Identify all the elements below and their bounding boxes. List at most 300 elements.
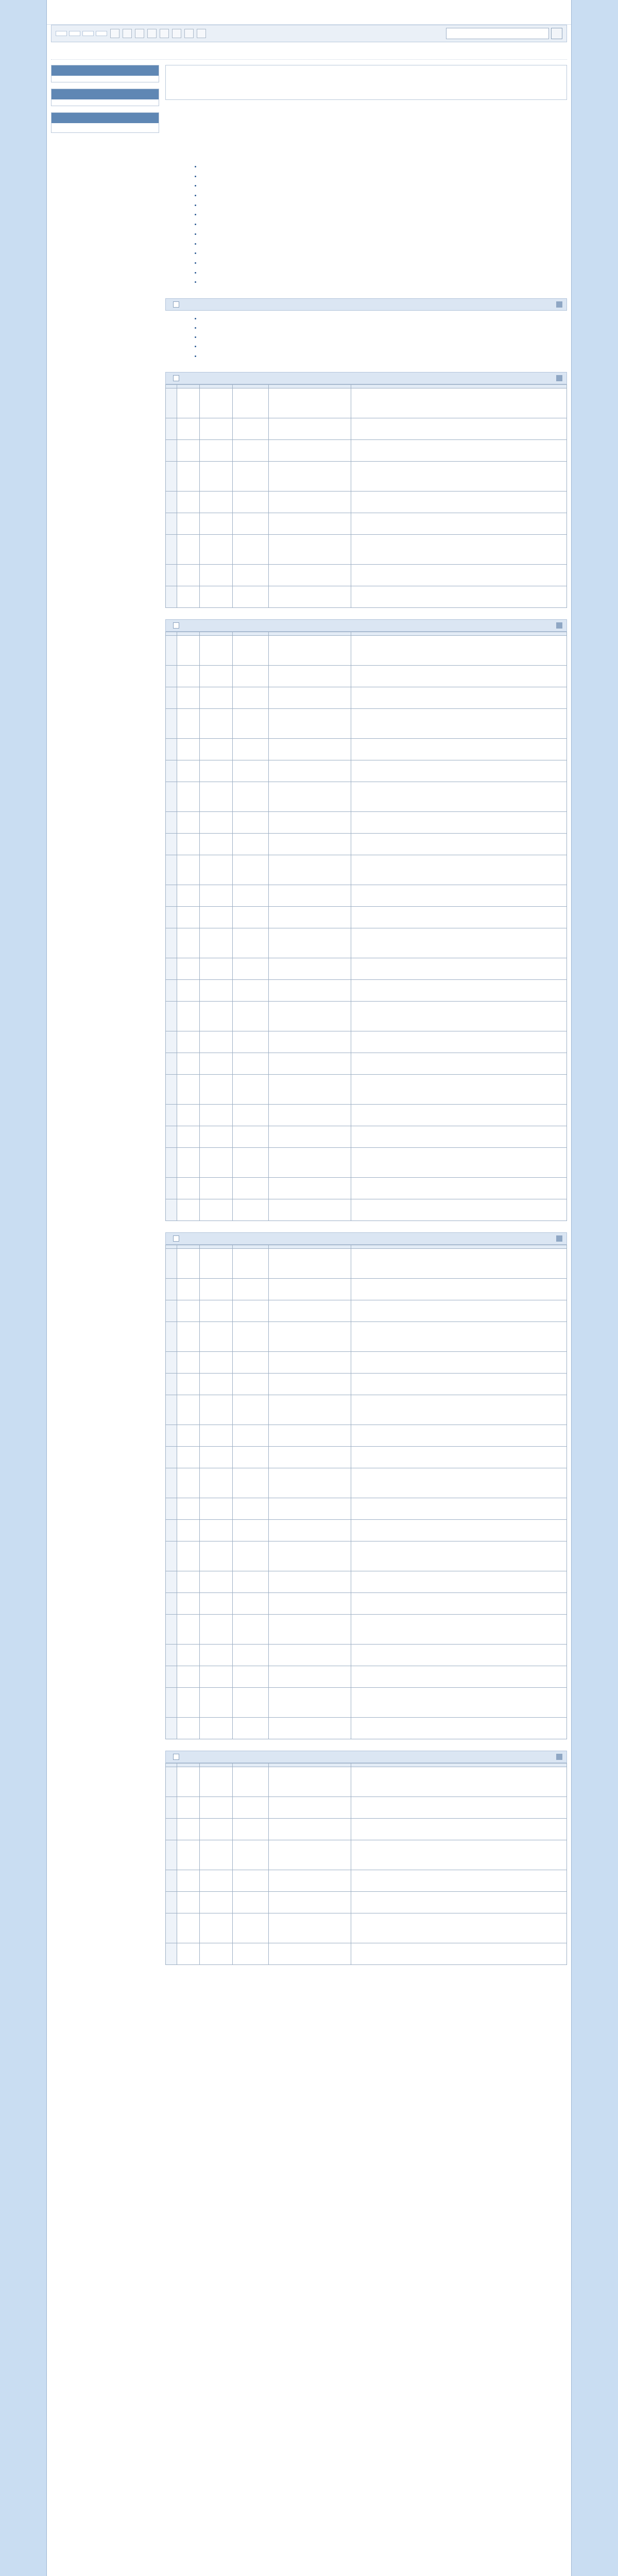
table-row — [166, 708, 567, 738]
table-cell — [200, 1767, 233, 1797]
table-row — [166, 1571, 567, 1592]
table-cell — [233, 461, 269, 491]
row-edit-cell[interactable] — [166, 1468, 177, 1498]
table-cell — [269, 1519, 351, 1541]
table-header-row — [166, 1245, 567, 1248]
collapse-toggle-icon[interactable] — [556, 622, 562, 629]
keyword-table — [165, 384, 567, 608]
table-cell — [269, 979, 351, 1001]
table-cell — [269, 811, 351, 833]
table-cell — [200, 1797, 233, 1818]
sidebar-block-title — [52, 89, 159, 99]
column-header — [269, 384, 351, 388]
row-edit-cell[interactable] — [166, 1571, 177, 1592]
table-header-row — [166, 384, 567, 388]
table-cell — [177, 1717, 200, 1739]
table-row — [166, 760, 567, 782]
row-edit-cell[interactable] — [166, 1425, 177, 1446]
table-cell — [200, 738, 233, 760]
section-edit-icon[interactable] — [173, 301, 179, 308]
toc-item[interactable] — [201, 181, 567, 191]
table-cell — [200, 885, 233, 906]
row-edit-cell[interactable] — [166, 388, 177, 418]
table-cell — [269, 1498, 351, 1519]
table-cell — [351, 1840, 567, 1870]
row-edit-cell[interactable] — [166, 1818, 177, 1840]
table-row — [166, 1351, 567, 1373]
toolbar-history-icon[interactable] — [123, 29, 132, 38]
toolbar-new-icon[interactable] — [160, 29, 169, 38]
menu-button-4[interactable] — [96, 31, 107, 36]
table-cell — [269, 1767, 351, 1797]
row-edit-cell[interactable] — [166, 586, 177, 607]
table-cell — [200, 1300, 233, 1321]
table-row — [166, 1913, 567, 1943]
table-cell — [351, 1571, 567, 1592]
table-cell — [269, 1278, 351, 1300]
table-cell — [233, 1541, 269, 1571]
table-cell — [233, 1177, 269, 1199]
table-cell — [351, 564, 567, 586]
table-row — [166, 665, 567, 687]
toc-item[interactable] — [201, 200, 567, 210]
row-edit-cell[interactable] — [166, 1053, 177, 1074]
toolbar-diff-icon[interactable] — [135, 29, 144, 38]
table-cell — [351, 1592, 567, 1614]
table-cell — [177, 1592, 200, 1614]
table-cell — [177, 1126, 200, 1147]
table-cell — [177, 1147, 200, 1177]
table-row — [166, 1199, 567, 1221]
table-cell — [351, 1644, 567, 1666]
row-edit-cell[interactable] — [166, 1943, 177, 1964]
row-edit-cell[interactable] — [166, 1541, 177, 1571]
toolbar-list-icon[interactable] — [172, 29, 181, 38]
table-cell — [233, 1468, 269, 1498]
table-row — [166, 1797, 567, 1818]
row-edit-cell[interactable] — [166, 564, 177, 586]
table-cell — [351, 586, 567, 607]
table-cell — [233, 1870, 269, 1891]
table-cell — [269, 687, 351, 708]
row-edit-cell[interactable] — [166, 635, 177, 665]
row-edit-cell[interactable] — [166, 1321, 177, 1351]
table-cell — [177, 1425, 200, 1446]
collapse-toggle-icon[interactable] — [556, 1235, 562, 1242]
table-cell — [233, 906, 269, 928]
menu-button-3[interactable] — [82, 31, 94, 36]
table-row — [166, 564, 567, 586]
table-row — [166, 1666, 567, 1687]
row-edit-cell[interactable] — [166, 687, 177, 708]
table-row — [166, 885, 567, 906]
table-cell — [177, 1541, 200, 1571]
table-cell — [269, 738, 351, 760]
row-edit-cell[interactable] — [166, 1147, 177, 1177]
row-edit-cell[interactable] — [166, 461, 177, 491]
table-cell — [200, 760, 233, 782]
table-row — [166, 1177, 567, 1199]
table-of-contents — [181, 162, 567, 287]
row-edit-cell[interactable] — [166, 885, 177, 906]
table-cell — [269, 1818, 351, 1840]
table-cell — [233, 885, 269, 906]
table-row — [166, 388, 567, 418]
row-edit-cell[interactable] — [166, 1031, 177, 1053]
row-edit-cell[interactable] — [166, 439, 177, 461]
year-link[interactable] — [201, 323, 567, 332]
table-cell — [351, 1074, 567, 1104]
breadcrumb-bar — [51, 45, 567, 60]
column-header — [166, 1763, 177, 1767]
toolbar-attach-icon[interactable] — [147, 29, 157, 38]
table-cell — [233, 513, 269, 534]
table-cell — [269, 1644, 351, 1666]
table-cell — [200, 1177, 233, 1199]
table-cell — [233, 439, 269, 461]
toc-item[interactable] — [201, 172, 567, 181]
sidebar-block-menu — [51, 65, 159, 82]
row-edit-cell[interactable] — [166, 1001, 177, 1031]
table-row — [166, 1074, 567, 1104]
table-cell — [177, 586, 200, 607]
table-cell — [351, 1870, 567, 1891]
table-cell — [233, 1644, 269, 1666]
table-cell — [200, 1687, 233, 1717]
table-cell — [233, 1001, 269, 1031]
toc-item[interactable] — [201, 229, 567, 239]
row-edit-cell[interactable] — [166, 1666, 177, 1687]
year-link[interactable] — [201, 351, 567, 361]
page-title — [173, 72, 559, 84]
table-cell — [351, 708, 567, 738]
table-cell — [200, 1717, 233, 1739]
row-edit-cell[interactable] — [166, 665, 177, 687]
section-edit-icon[interactable] — [173, 1754, 179, 1760]
table-cell — [177, 1373, 200, 1395]
row-edit-cell[interactable] — [166, 1870, 177, 1891]
row-edit-cell[interactable] — [166, 1592, 177, 1614]
table-cell — [351, 1425, 567, 1446]
table-cell — [200, 979, 233, 1001]
table-cell — [200, 1199, 233, 1221]
row-edit-cell[interactable] — [166, 833, 177, 855]
table-cell — [351, 1126, 567, 1147]
table-cell — [177, 1351, 200, 1373]
table-cell — [269, 928, 351, 958]
toc-item[interactable] — [201, 162, 567, 172]
table-cell — [177, 1644, 200, 1666]
table-cell — [177, 1104, 200, 1126]
table-cell — [177, 1001, 200, 1031]
toc-item[interactable] — [201, 219, 567, 229]
section-edit-icon[interactable] — [173, 622, 179, 629]
table-cell — [351, 1278, 567, 1300]
table-cell — [200, 1840, 233, 1870]
sidebar-block-recent — [51, 112, 159, 133]
table-cell — [200, 1053, 233, 1074]
toolbar-search-icon[interactable] — [184, 29, 194, 38]
table-cell — [351, 388, 567, 418]
table-cell — [351, 928, 567, 958]
table-cell — [351, 1351, 567, 1373]
row-edit-cell[interactable] — [166, 1913, 177, 1943]
year-link[interactable] — [201, 332, 567, 342]
row-edit-cell[interactable] — [166, 760, 177, 782]
table-cell — [177, 418, 200, 439]
table-cell — [177, 491, 200, 513]
row-edit-cell[interactable] — [166, 1767, 177, 1797]
table-row — [166, 738, 567, 760]
table-cell — [200, 1498, 233, 1519]
table-cell — [351, 1913, 567, 1943]
row-edit-cell[interactable] — [166, 1519, 177, 1541]
table-cell — [233, 687, 269, 708]
column-header — [200, 1245, 233, 1248]
table-cell — [269, 586, 351, 607]
table-cell — [233, 1074, 269, 1104]
table-row — [166, 418, 567, 439]
table-cell — [200, 534, 233, 564]
table-row — [166, 1373, 567, 1395]
column-header — [233, 1763, 269, 1767]
row-edit-cell[interactable] — [166, 782, 177, 811]
table-row — [166, 1300, 567, 1321]
table-cell — [177, 1687, 200, 1717]
table-cell — [233, 1199, 269, 1221]
table-cell — [351, 1373, 567, 1395]
table-row — [166, 1248, 567, 1278]
table-cell — [351, 738, 567, 760]
column-header — [166, 632, 177, 635]
table-cell — [351, 1104, 567, 1126]
toc-item[interactable] — [201, 191, 567, 200]
toolbar-edit-icon[interactable] — [110, 29, 119, 38]
table-cell — [200, 1468, 233, 1498]
table-cell — [200, 1913, 233, 1943]
table-cell — [200, 1395, 233, 1425]
table-row — [166, 1592, 567, 1614]
table-cell — [351, 1001, 567, 1031]
row-edit-cell[interactable] — [166, 1373, 177, 1395]
table-row — [166, 782, 567, 811]
table-cell — [177, 1395, 200, 1425]
search-input[interactable] — [446, 28, 549, 39]
table-cell — [269, 534, 351, 564]
table-cell — [269, 1446, 351, 1468]
row-edit-cell[interactable] — [166, 491, 177, 513]
row-edit-cell[interactable] — [166, 928, 177, 958]
table-cell — [177, 513, 200, 534]
row-edit-cell[interactable] — [166, 1395, 177, 1425]
table-cell — [177, 1498, 200, 1519]
table-cell — [200, 1666, 233, 1687]
table-cell — [177, 1199, 200, 1221]
section-header — [165, 619, 567, 632]
toc-item[interactable] — [201, 248, 567, 258]
table-row — [166, 439, 567, 461]
row-edit-cell[interactable] — [166, 738, 177, 760]
column-header — [269, 632, 351, 635]
table-row — [166, 958, 567, 979]
table-cell — [233, 760, 269, 782]
row-edit-cell[interactable] — [166, 1351, 177, 1373]
table-cell — [269, 1797, 351, 1818]
row-edit-cell[interactable] — [166, 958, 177, 979]
column-header — [177, 632, 200, 635]
table-cell — [177, 811, 200, 833]
row-edit-cell[interactable] — [166, 1717, 177, 1739]
table-cell — [351, 1031, 567, 1053]
section-edit-icon[interactable] — [173, 1235, 179, 1242]
row-edit-cell[interactable] — [166, 418, 177, 439]
table-cell — [269, 513, 351, 534]
toc-item[interactable] — [201, 210, 567, 219]
menu-button-1[interactable] — [56, 31, 67, 36]
row-edit-cell[interactable] — [166, 1074, 177, 1104]
row-edit-cell[interactable] — [166, 855, 177, 885]
year-link[interactable] — [201, 342, 567, 351]
section-edit-icon[interactable] — [173, 375, 179, 381]
row-edit-cell[interactable] — [166, 1797, 177, 1818]
search-button[interactable] — [551, 28, 562, 39]
column-header — [200, 632, 233, 635]
column-header — [166, 1245, 177, 1248]
table-cell — [200, 1147, 233, 1177]
table-cell — [351, 1321, 567, 1351]
sidebar — [51, 65, 159, 1965]
table-cell — [233, 1126, 269, 1147]
table-cell — [200, 1614, 233, 1644]
row-edit-cell[interactable] — [166, 1248, 177, 1278]
table-cell — [269, 1321, 351, 1351]
table-cell — [177, 534, 200, 564]
row-edit-cell[interactable] — [166, 1644, 177, 1666]
row-edit-cell[interactable] — [166, 1614, 177, 1644]
table-row — [166, 1395, 567, 1425]
row-edit-cell[interactable] — [166, 1278, 177, 1300]
table-cell — [233, 708, 269, 738]
table-cell — [233, 1818, 269, 1840]
table-cell — [269, 1199, 351, 1221]
row-edit-cell[interactable] — [166, 1177, 177, 1199]
table-cell — [233, 738, 269, 760]
table-cell — [351, 1446, 567, 1468]
table-cell — [177, 958, 200, 979]
table-cell — [269, 1541, 351, 1571]
table-cell — [177, 1053, 200, 1074]
table-cell — [233, 1373, 269, 1395]
row-edit-cell[interactable] — [166, 1891, 177, 1913]
table-cell — [269, 958, 351, 979]
row-edit-cell[interactable] — [166, 1498, 177, 1519]
table-cell — [200, 1031, 233, 1053]
table-cell — [200, 491, 233, 513]
table-cell — [233, 1687, 269, 1717]
table-cell — [269, 1717, 351, 1739]
table-row — [166, 1717, 567, 1739]
table-row — [166, 1446, 567, 1468]
table-cell — [351, 635, 567, 665]
menu-button-2[interactable] — [69, 31, 80, 36]
table-row — [166, 513, 567, 534]
table-cell — [269, 388, 351, 418]
row-edit-cell[interactable] — [166, 1104, 177, 1126]
table-cell — [269, 1840, 351, 1870]
toolbar-help-icon[interactable] — [197, 29, 206, 38]
row-edit-cell[interactable] — [166, 534, 177, 564]
table-cell — [269, 1592, 351, 1614]
collapse-toggle-icon[interactable] — [556, 301, 562, 308]
table-cell — [200, 1870, 233, 1891]
collapse-toggle-icon[interactable] — [556, 1754, 562, 1760]
table-cell — [200, 1644, 233, 1666]
row-edit-cell[interactable] — [166, 1300, 177, 1321]
row-edit-cell[interactable] — [166, 1126, 177, 1147]
table-row — [166, 1644, 567, 1666]
collapse-toggle-icon[interactable] — [556, 375, 562, 381]
table-cell — [351, 1717, 567, 1739]
table-cell — [351, 1541, 567, 1571]
toc-item[interactable] — [201, 258, 567, 268]
table-cell — [177, 738, 200, 760]
row-edit-cell[interactable] — [166, 708, 177, 738]
toc-item[interactable] — [201, 239, 567, 249]
table-cell — [269, 885, 351, 906]
row-edit-cell[interactable] — [166, 811, 177, 833]
year-link[interactable] — [201, 314, 567, 323]
table-row — [166, 491, 567, 513]
row-edit-cell[interactable] — [166, 1446, 177, 1468]
table-cell — [269, 1147, 351, 1177]
toc-item[interactable] — [201, 268, 567, 278]
table-cell — [233, 1425, 269, 1446]
row-edit-cell[interactable] — [166, 1687, 177, 1717]
row-edit-cell[interactable] — [166, 1199, 177, 1221]
row-edit-cell[interactable] — [166, 906, 177, 928]
menu-bar — [51, 25, 567, 42]
row-edit-cell[interactable] — [166, 979, 177, 1001]
table-row — [166, 1001, 567, 1031]
row-edit-cell[interactable] — [166, 1840, 177, 1870]
table-cell — [269, 1248, 351, 1278]
table-cell — [351, 1395, 567, 1425]
table-cell — [269, 1395, 351, 1425]
table-cell — [269, 760, 351, 782]
table-row — [166, 1519, 567, 1541]
table-row — [166, 1053, 567, 1074]
table-cell — [233, 782, 269, 811]
table-cell — [269, 1870, 351, 1891]
table-cell — [177, 1177, 200, 1199]
toc-item[interactable] — [201, 277, 567, 287]
column-header — [233, 1245, 269, 1248]
table-cell — [200, 1001, 233, 1031]
keyword-table — [165, 632, 567, 1221]
column-header — [351, 1245, 567, 1248]
table-cell — [269, 1053, 351, 1074]
table-row — [166, 1147, 567, 1177]
table-cell — [351, 1199, 567, 1221]
table-row — [166, 1321, 567, 1351]
table-cell — [233, 1614, 269, 1644]
table-cell — [351, 979, 567, 1001]
table-cell — [200, 1321, 233, 1351]
table-cell — [177, 1031, 200, 1053]
table-cell — [269, 418, 351, 439]
table-cell — [177, 1248, 200, 1278]
row-edit-cell[interactable] — [166, 513, 177, 534]
